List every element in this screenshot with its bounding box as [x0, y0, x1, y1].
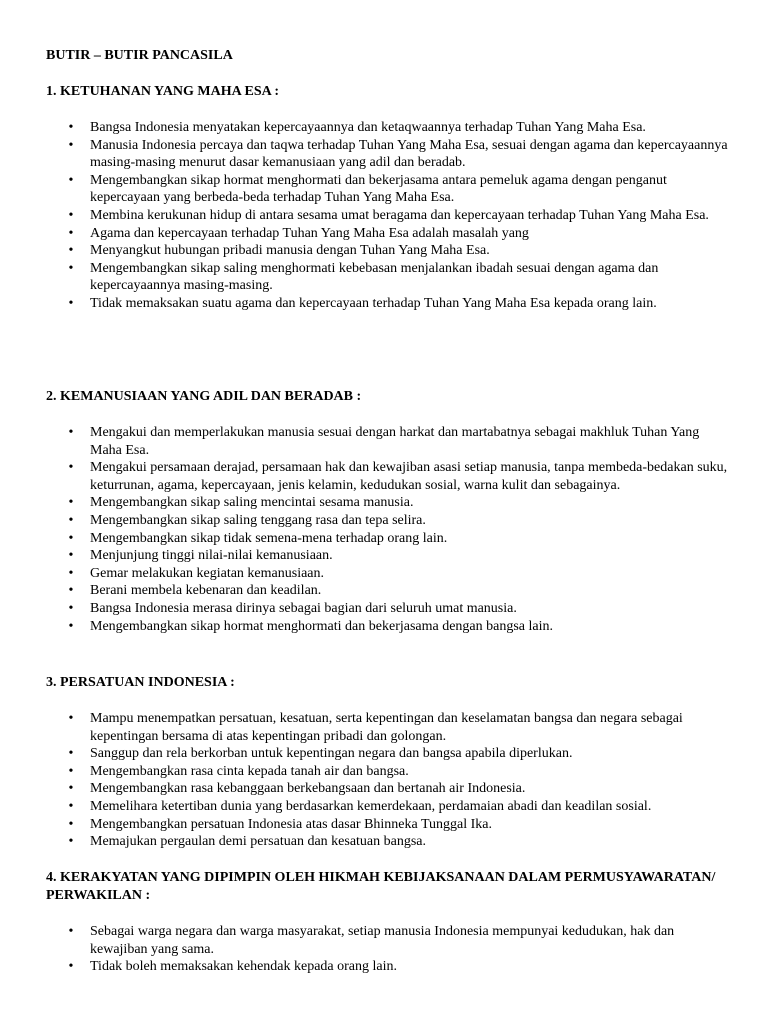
- list-item: [68, 424, 730, 459]
- bullet-icon: •: [68, 295, 74, 311]
- list-item: [68, 958, 730, 976]
- list-item-text: Mengembangkan sikap hormat menghormati dan bekerjasama dengan bangsa lain.: [90, 618, 554, 634]
- list-item: [68, 225, 730, 243]
- bullet-icon: •: [68, 798, 74, 814]
- section-1-heading: 1. KETUHANAN YANG MAHA ESA :: [46, 84, 280, 99]
- section-1-list: [68, 119, 730, 313]
- list-item-text: Sebagai warga negara dan warga masyarakat, setiap manusia Indonesia mempunyai kedudukan, hak dan kewajiban yang sama.: [90, 924, 675, 957]
- list-item-text: Mengembangkan rasa cinta kepada tanah air dan bangsa.: [90, 763, 409, 779]
- list-item: [68, 710, 730, 745]
- list-item: [68, 512, 730, 530]
- document-title: BUTIR – BUTIR PANCASILA: [46, 48, 233, 63]
- bullet-icon: •: [68, 746, 74, 762]
- list-item-text: Mengembangkan sikap tidak semena-mena terhadap orang lain.: [90, 530, 448, 546]
- list-item: [68, 119, 730, 137]
- list-item: [68, 798, 730, 816]
- bullet-icon: •: [68, 959, 74, 975]
- list-item: [68, 763, 730, 781]
- list-item-text: Agama dan kepercayaan terhadap Tuhan Yang Maha Esa adalah masalah yang: [90, 225, 529, 241]
- list-item: [68, 780, 730, 798]
- list-item: [68, 833, 730, 851]
- list-item: [68, 582, 730, 600]
- bullet-icon: •: [68, 207, 74, 223]
- bullet-icon: •: [68, 425, 74, 440]
- list-item-text: Memelihara ketertiban dunia yang berdasarkan kemerdekaan, perdamaian abadi dan keadilan sosial.: [90, 798, 652, 814]
- bullet-icon: •: [68, 512, 74, 528]
- list-item: [68, 172, 730, 207]
- list-item-text: Mengembangkan sikap saling mencintai sesama manusia.: [90, 495, 414, 511]
- list-item-text: Mengakui dan memperlakukan manusia sesuai dengan harkat dan martabatnya sebagai makhluk Tuhan Yang Maha Esa.: [90, 425, 700, 458]
- list-item: [68, 618, 730, 636]
- list-item-text: Membina kerukunan hidup di antara sesama umat beragama dan kepercayaan terhadap Tuhan Yang Maha Esa.: [90, 207, 709, 223]
- bullet-icon: •: [68, 618, 74, 634]
- list-item: [68, 923, 730, 958]
- bullet-icon: •: [68, 460, 74, 476]
- bullet-icon: •: [68, 225, 74, 241]
- section-4-list: [68, 923, 730, 976]
- list-item: [68, 295, 730, 313]
- list-item-text: Mengembangkan sikap saling menghormati kebebasan menjalankan ibadah sesuai dengan agama dan kepercayaannya masing-masing.: [90, 260, 659, 294]
- bullet-icon: •: [68, 600, 74, 616]
- list-item-text: Berani membela kebenaran dan keadilan.: [90, 583, 322, 599]
- section-2-heading: 2. KEMANUSIAAN YANG ADIL DAN BERADAB :: [46, 389, 362, 404]
- list-item: [68, 260, 730, 295]
- bullet-icon: •: [68, 172, 74, 188]
- bullet-icon: •: [68, 530, 74, 546]
- bullet-icon: •: [68, 120, 74, 135]
- list-item-text: Tidak memaksakan suatu agama dan kepercayaan terhadap Tuhan Yang Maha Esa kepada orang lain.: [90, 295, 657, 311]
- section-2-list: [68, 424, 730, 635]
- bullet-icon: •: [68, 711, 74, 726]
- list-item: [68, 242, 730, 260]
- bullet-icon: •: [68, 924, 74, 939]
- list-item: [68, 207, 730, 225]
- bullet-icon: •: [68, 243, 74, 259]
- bullet-icon: •: [68, 816, 74, 832]
- bullet-icon: •: [68, 137, 74, 153]
- list-item-text: Bangsa Indonesia menyatakan kepercayaannya dan ketaqwaannya terhadap Tuhan Yang Maha Esa.: [90, 120, 646, 135]
- bullet-icon: •: [68, 583, 74, 599]
- bullet-icon: •: [68, 495, 74, 511]
- list-item: [68, 600, 730, 618]
- list-item-text: Menyangkut hubungan pribadi manusia dengan Tuhan Yang Maha Esa.: [90, 243, 490, 259]
- list-item-text: Gemar melakukan kegiatan kemanusiaan.: [90, 565, 325, 581]
- bullet-icon: •: [68, 763, 74, 779]
- list-item-text: Mengembangkan rasa kebanggaan berkebangsaan dan bertanah air Indonesia.: [90, 781, 526, 797]
- list-item-text: Tidak boleh memaksakan kehendak kepada orang lain.: [90, 959, 398, 975]
- bullet-icon: •: [68, 834, 74, 850]
- bullet-icon: •: [68, 565, 74, 581]
- section-3-heading: 3. PERSATUAN INDONESIA :: [46, 675, 235, 690]
- list-item: [68, 565, 730, 583]
- list-item: [68, 459, 730, 494]
- list-item-text: Mengembangkan sikap saling tenggang rasa dan tepa selira.: [90, 512, 426, 528]
- list-item: [68, 816, 730, 834]
- bullet-icon: •: [68, 548, 74, 564]
- list-item-text: Mampu menempatkan persatuan, kesatuan, serta kepentingan dan keselamatan bangsa dan negara sebagai kepentingan bersama di atas kepentingan pribadi dan golongan.: [90, 711, 683, 744]
- list-item-text: Mengembangkan sikap hormat menghormati dan bekerjasama antara pemeluk agama dengan penganut kepercayaan yang berbeda-beda terhadap Tuhan Yang Maha Esa.: [90, 172, 667, 206]
- list-item-text: Mengembangkan persatuan Indonesia atas dasar Bhinneka Tunggal Ika.: [90, 816, 493, 832]
- list-item: [68, 494, 730, 512]
- list-item: [68, 530, 730, 548]
- list-item: [68, 137, 730, 172]
- list-item-text: Manusia Indonesia percaya dan taqwa terhadap Tuhan Yang Maha Esa, sesuai dengan agama dan kepercayaannya masing-masing menurut dasar kemanusiaan yang adil dan beradab.: [90, 137, 728, 171]
- bullet-icon: •: [68, 260, 74, 276]
- list-item: [68, 547, 730, 565]
- list-item-text: Sanggup dan rela berkorban untuk kepentingan negara dan bangsa apabila diperlukan.: [90, 746, 573, 762]
- list-item-text: Bangsa Indonesia merasa dirinya sebagai bagian dari seluruh umat manusia.: [90, 600, 517, 616]
- list-item-text: Memajukan pergaulan demi persatuan dan kesatuan bangsa.: [90, 834, 427, 850]
- list-item-text: Menjunjung tinggi nilai-nilai kemanusiaan.: [90, 548, 333, 564]
- section-4-heading: 4. KERAKYATAN YANG DIPIMPIN OLEH HIKMAH KEBIJAKSANAAN DALAM PERMUSYAWARATAN/ PERWAKILAN :: [46, 870, 716, 903]
- list-item: [68, 745, 730, 763]
- bullet-icon: •: [68, 781, 74, 797]
- section-3-list: [68, 710, 730, 851]
- list-item-text: Mengakui persamaan derajad, persamaan hak dan kewajiban asasi setiap manusia, tanpa membeda-bedakan suku, keturrunan, agama, kepercayaan, jenis kelamin, kedudukan sosial, warna kulit dan sebagainya.: [90, 460, 728, 493]
